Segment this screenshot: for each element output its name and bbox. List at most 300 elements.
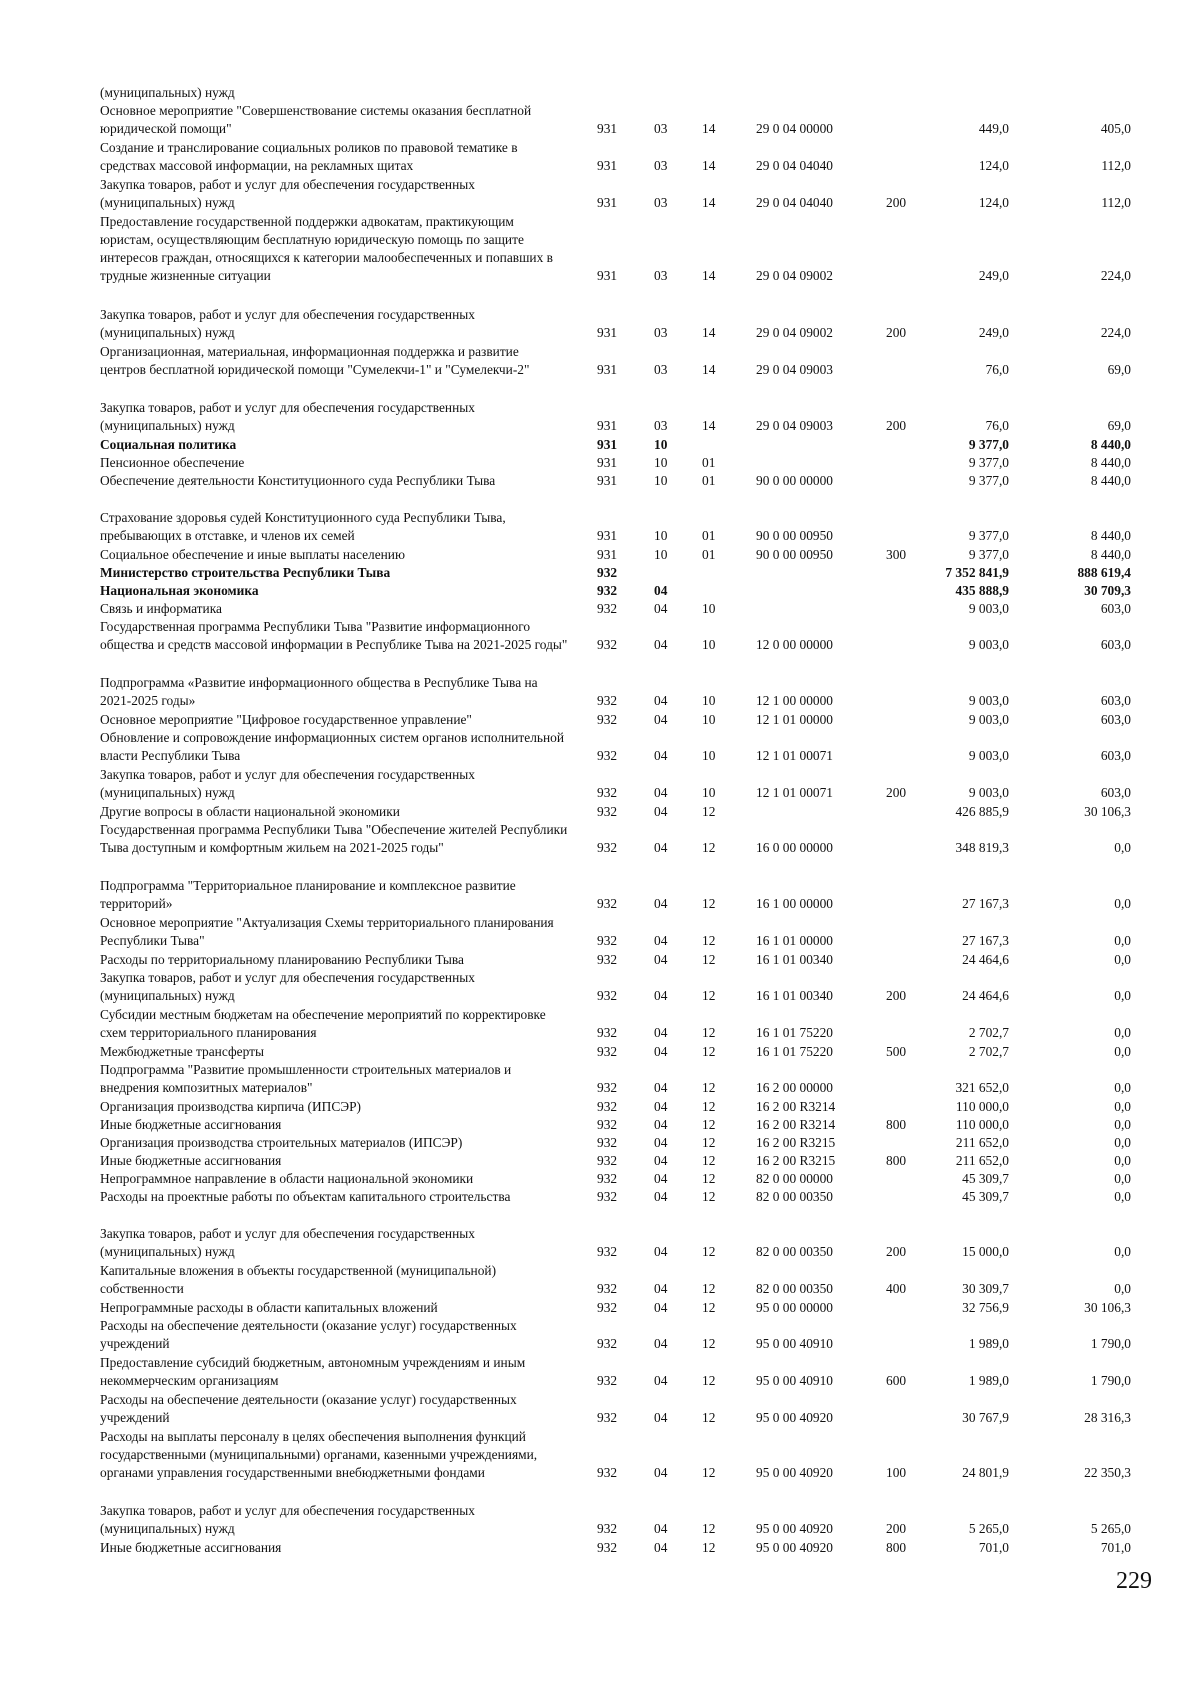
target-article-code: 90 0 00 00000 (756, 473, 833, 488)
amount-2022: 1 989,0 (968, 1373, 1009, 1388)
amount-2023: 0,0 (1114, 988, 1131, 1003)
subsection-code: 14 (702, 195, 716, 210)
amount-2022: 5 265,0 (968, 1521, 1009, 1536)
target-article-code: 16 1 01 75220 (756, 1025, 833, 1040)
section-code: 10 (654, 455, 668, 470)
section-code: 04 (654, 601, 668, 616)
ministry-code: 932 (597, 1540, 618, 1555)
subsection-code: 12 (702, 1410, 716, 1425)
ministry-code: 932 (597, 1300, 618, 1315)
section-code: 10 (654, 473, 668, 488)
amount-2022: 9 377,0 (968, 473, 1009, 488)
amount-2022: 9 377,0 (968, 547, 1009, 562)
row-name: Закупка товаров, работ и услуг для обеспечения государственных (муниципальных) нужд (100, 1226, 475, 1259)
target-article-code: 16 2 00 R3214 (756, 1099, 836, 1114)
amount-2023: 0,0 (1114, 896, 1131, 911)
amount-2023: 603,0 (1100, 712, 1131, 727)
target-article-code: 95 0 00 40910 (756, 1336, 833, 1351)
row-name: Иные бюджетные ассигнования (100, 1153, 282, 1168)
row-name: Капитальные вложения в объекты государственной (муниципальной) собственности (100, 1263, 497, 1296)
subsection-code: 14 (702, 325, 716, 340)
section-code: 04 (654, 748, 668, 763)
amount-2023: 69,0 (1107, 418, 1131, 433)
section-code: 10 (654, 437, 668, 452)
ministry-code: 932 (597, 933, 618, 948)
subsection-code: 12 (702, 1281, 716, 1296)
target-article-code: 95 0 00 40920 (756, 1540, 833, 1555)
ministry-code: 932 (597, 1080, 618, 1095)
amount-2023: 112,0 (1101, 158, 1131, 173)
subsection-code: 12 (702, 1521, 716, 1536)
row-name: Социальное обеспечение и иные выплаты населению (100, 547, 405, 562)
section-code: 04 (654, 712, 668, 727)
amount-2023: 0,0 (1114, 1135, 1131, 1150)
ministry-code: 932 (597, 785, 618, 800)
amount-2023: 224,0 (1100, 268, 1131, 283)
expense-type-code: 200 (886, 195, 907, 210)
section-code: 10 (654, 528, 668, 543)
section-code: 04 (654, 1025, 668, 1040)
row-name: (муниципальных) нужд (100, 85, 235, 100)
row-name: Расходы на обеспечение деятельности (оказание услуг) государственных учреждений (100, 1318, 517, 1351)
amount-2022: 30 767,9 (962, 1410, 1009, 1425)
subsection-code: 10 (702, 712, 716, 727)
section-code: 04 (654, 1189, 668, 1204)
target-article-code: 12 1 01 00071 (756, 785, 833, 800)
target-article-code: 16 1 00 00000 (756, 896, 833, 911)
amount-2022: 9 003,0 (968, 601, 1009, 616)
amount-2022: 124,0 (978, 195, 1009, 210)
amount-2022: 9 377,0 (968, 455, 1009, 470)
amount-2022: 9 003,0 (968, 785, 1009, 800)
amount-2023: 0,0 (1114, 952, 1131, 967)
ministry-code: 931 (597, 195, 618, 210)
row-name: Государственная программа Республики Тыва "Обеспечение жителей Республики Тыва доступным и комфортным жильем на 2021-2025 годы" (100, 822, 568, 855)
amount-2022: 9 003,0 (968, 748, 1009, 763)
row-name: Непрограммные расходы в области капитальных вложений (100, 1300, 438, 1315)
subsection-code: 14 (702, 418, 716, 433)
subsection-code: 12 (702, 1465, 716, 1480)
amount-2023: 28 316,3 (1084, 1410, 1131, 1425)
ministry-code: 932 (597, 1171, 618, 1186)
amount-2022: 426 885,9 (955, 804, 1009, 819)
section-code: 04 (654, 1171, 668, 1186)
target-article-code: 16 1 01 00340 (756, 988, 833, 1003)
section-code: 04 (654, 1153, 668, 1168)
ministry-code: 932 (597, 1117, 618, 1132)
row-name: Обеспечение деятельности Конституционного суда Республики Тыва (100, 473, 496, 488)
ministry-code: 932 (597, 748, 618, 763)
amount-2023: 603,0 (1100, 693, 1131, 708)
expense-type-code: 800 (886, 1153, 907, 1168)
amount-2023: 8 440,0 (1090, 547, 1131, 562)
amount-2022: 7 352 841,9 (945, 565, 1009, 580)
amount-2022: 45 309,7 (962, 1171, 1009, 1186)
target-article-code: 16 2 00 R3215 (756, 1153, 836, 1168)
ministry-code: 931 (597, 121, 618, 136)
amount-2022: 211 652,0 (955, 1135, 1009, 1150)
subsection-code: 12 (702, 1189, 716, 1204)
amount-2023: 405,0 (1100, 121, 1131, 136)
section-code: 03 (654, 325, 668, 340)
expense-type-code: 400 (886, 1281, 907, 1296)
page-number: 229 (1116, 1568, 1152, 1594)
subsection-code: 12 (702, 896, 716, 911)
amount-2023: 0,0 (1114, 1117, 1131, 1132)
subsection-code: 01 (702, 528, 716, 543)
amount-2023: 30 709,3 (1084, 583, 1131, 598)
section-code: 03 (654, 195, 668, 210)
amount-2023: 0,0 (1114, 840, 1131, 855)
amount-2022: 76,0 (985, 418, 1009, 433)
amount-2022: 32 756,9 (962, 1300, 1009, 1315)
subsection-code: 12 (702, 1025, 716, 1040)
target-article-code: 29 0 04 09002 (756, 268, 833, 283)
ministry-code: 932 (597, 1281, 618, 1296)
amount-2022: 15 000,0 (962, 1244, 1009, 1259)
row-name: Закупка товаров, работ и услуг для обеспечения государственных (муниципальных) нужд (100, 970, 475, 1003)
subsection-code: 10 (702, 637, 716, 652)
amount-2022: 110 000,0 (955, 1099, 1009, 1114)
amount-2023: 0,0 (1114, 1171, 1131, 1186)
section-code: 04 (654, 1300, 668, 1315)
section-code: 10 (654, 547, 668, 562)
target-article-code: 29 0 04 09003 (756, 418, 833, 433)
section-code: 04 (654, 1044, 668, 1059)
amount-2023: 224,0 (1100, 325, 1131, 340)
section-code: 04 (654, 583, 668, 598)
section-code: 03 (654, 158, 668, 173)
section-code: 04 (654, 1099, 668, 1114)
row-name: Расходы по территориальному планированию Республики Тыва (100, 952, 464, 967)
subsection-code: 12 (702, 804, 716, 819)
target-article-code: 95 0 00 40920 (756, 1465, 833, 1480)
amount-2023: 5 265,0 (1090, 1521, 1131, 1536)
subsection-code: 12 (702, 1373, 716, 1388)
amount-2023: 0,0 (1114, 1153, 1131, 1168)
row-name: Закупка товаров, работ и услуг для обеспечения государственных (муниципальных) нужд (100, 1503, 475, 1536)
subsection-code: 12 (702, 933, 716, 948)
target-article-code: 16 1 01 75220 (756, 1044, 833, 1059)
amount-2023: 0,0 (1114, 1189, 1131, 1204)
ministry-code: 932 (597, 712, 618, 727)
row-name: Предоставление субсидий бюджетным, автономным учреждениям и иным некоммерческим организациям (100, 1355, 526, 1388)
row-name: Создание и транслирование социальных роликов по правовой тематике в средствах массовой информации, на рекламных щитах (100, 140, 518, 173)
section-code: 04 (654, 988, 668, 1003)
amount-2023: 603,0 (1100, 748, 1131, 763)
target-article-code: 82 0 00 00350 (756, 1281, 833, 1296)
amount-2023: 0,0 (1114, 1244, 1131, 1259)
subsection-code: 01 (702, 547, 716, 562)
amount-2022: 9 377,0 (968, 437, 1009, 452)
ministry-code: 932 (597, 1044, 618, 1059)
target-article-code: 16 2 00 00000 (756, 1080, 833, 1095)
row-name: Закупка товаров, работ и услуг для обеспечения государственных (муниципальных) нужд (100, 177, 475, 210)
subsection-code: 12 (702, 1300, 716, 1315)
amount-2022: 45 309,7 (962, 1189, 1009, 1204)
ministry-code: 932 (597, 1244, 618, 1259)
subsection-code: 12 (702, 840, 716, 855)
section-code: 04 (654, 1080, 668, 1095)
amount-2022: 435 888,9 (955, 583, 1009, 598)
row-name: Страхование здоровья судей Конституционного суда Республики Тыва, пребывающих в отставке, и членов их семей (100, 510, 506, 543)
amount-2022: 321 652,0 (955, 1080, 1009, 1095)
amount-2022: 348 819,3 (955, 840, 1009, 855)
expense-type-code: 500 (886, 1044, 907, 1059)
target-article-code: 95 0 00 00000 (756, 1300, 833, 1315)
section-code: 04 (654, 1336, 668, 1351)
target-article-code: 82 0 00 00350 (756, 1189, 833, 1204)
ministry-code: 932 (597, 1189, 618, 1204)
subsection-code: 10 (702, 693, 716, 708)
subsection-code: 12 (702, 1080, 716, 1095)
amount-2022: 1 989,0 (968, 1336, 1009, 1351)
ministry-code: 932 (597, 637, 618, 652)
ministry-code: 932 (597, 952, 618, 967)
amount-2022: 24 464,6 (962, 952, 1009, 967)
ministry-code: 932 (597, 1153, 618, 1168)
ministry-code: 931 (597, 528, 618, 543)
row-name: Расходы на выплаты персоналу в целях обеспечения выполнения функций государственными (муниципальными) органами, казенными учреждениями, органами управления государственными внебюджетными фондами (100, 1429, 538, 1480)
amount-2022: 2 702,7 (968, 1044, 1009, 1059)
ministry-code: 932 (597, 693, 618, 708)
amount-2022: 24 464,6 (962, 988, 1009, 1003)
target-article-code: 95 0 00 40920 (756, 1410, 833, 1425)
expense-type-code: 200 (886, 1244, 907, 1259)
amount-2023: 701,0 (1100, 1540, 1131, 1555)
ministry-code: 931 (597, 362, 618, 377)
row-name: Расходы на проектные работы по объектам капитального строительства (100, 1189, 511, 1204)
amount-2022: 249,0 (978, 268, 1009, 283)
amount-2023: 8 440,0 (1090, 455, 1131, 470)
row-name: Основное мероприятие "Цифровое государственное управление" (100, 712, 472, 727)
section-code: 04 (654, 1410, 668, 1425)
amount-2022: 24 801,9 (962, 1465, 1009, 1480)
row-name: Государственная программа Республики Тыва "Развитие информационного общества и средств массовой информации в Республике Тыва на 2021-2025 годы" (100, 619, 568, 652)
section-code: 04 (654, 1135, 668, 1150)
ministry-code: 932 (597, 1521, 618, 1536)
target-article-code: 95 0 00 40920 (756, 1521, 833, 1536)
ministry-code: 931 (597, 473, 618, 488)
row-name: Закупка товаров, работ и услуг для обеспечения государственных (муниципальных) нужд (100, 767, 475, 800)
subsection-code: 14 (702, 362, 716, 377)
target-article-code: 90 0 00 00950 (756, 547, 833, 562)
row-name: Подпрограмма "Территориальное планирование и комплексное развитие территорий» (100, 878, 516, 911)
expense-type-code: 800 (886, 1117, 907, 1132)
subsection-code: 12 (702, 988, 716, 1003)
target-article-code: 12 1 01 00071 (756, 748, 833, 763)
target-article-code: 82 0 00 00350 (756, 1244, 833, 1259)
subsection-code: 10 (702, 748, 716, 763)
ministry-code: 931 (597, 325, 618, 340)
section-code: 03 (654, 418, 668, 433)
subsection-code: 10 (702, 601, 716, 616)
ministry-code: 931 (597, 437, 618, 452)
row-name: Связь и информатика (100, 601, 222, 616)
target-article-code: 95 0 00 40910 (756, 1373, 833, 1388)
amount-2023: 22 350,3 (1084, 1465, 1131, 1480)
amount-2023: 1 790,0 (1090, 1373, 1131, 1388)
ministry-code: 932 (597, 601, 618, 616)
expense-type-code: 100 (886, 1465, 907, 1480)
row-name: Межбюджетные трансферты (100, 1044, 264, 1059)
amount-2022: 449,0 (978, 121, 1009, 136)
section-code: 04 (654, 804, 668, 819)
ministry-code: 932 (597, 1465, 618, 1480)
ministry-code: 932 (597, 988, 618, 1003)
subsection-code: 14 (702, 121, 716, 136)
subsection-code: 12 (702, 1099, 716, 1114)
target-article-code: 82 0 00 00000 (756, 1171, 833, 1186)
row-name: Закупка товаров, работ и услуг для обеспечения государственных (муниципальных) нужд (100, 307, 475, 340)
amount-2022: 9 003,0 (968, 712, 1009, 727)
subsection-code: 01 (702, 455, 716, 470)
section-code: 04 (654, 1244, 668, 1259)
amount-2023: 8 440,0 (1090, 437, 1131, 452)
row-name: Основное мероприятие "Актуализация Схемы территориального планирования Республики Тыва" (100, 915, 554, 948)
ministry-code: 932 (597, 1135, 618, 1150)
subsection-code: 12 (702, 1540, 716, 1555)
target-article-code: 29 0 04 09003 (756, 362, 833, 377)
amount-2022: 2 702,7 (968, 1025, 1009, 1040)
amount-2023: 112,0 (1101, 195, 1131, 210)
ministry-code: 931 (597, 158, 618, 173)
ministry-code: 932 (597, 583, 618, 598)
target-article-code: 16 2 00 R3214 (756, 1117, 836, 1132)
expense-type-code: 200 (886, 785, 907, 800)
amount-2022: 9 003,0 (968, 637, 1009, 652)
amount-2023: 1 790,0 (1090, 1336, 1131, 1351)
row-name: Иные бюджетные ассигнования (100, 1117, 282, 1132)
row-name: Предоставление государственной поддержки адвокатам, практикующим юристам, осуществляющим бесплатную юридическую помощь по защите интересов граждан, относящихся к категории малообеспеченных и попавших в трудные жизненные ситуации (100, 214, 553, 283)
amount-2023: 0,0 (1114, 1099, 1131, 1114)
amount-2023: 0,0 (1114, 1080, 1131, 1095)
target-article-code: 12 1 00 00000 (756, 693, 833, 708)
amount-2023: 888 619,4 (1077, 565, 1131, 580)
section-code: 04 (654, 1373, 668, 1388)
expense-type-code: 200 (886, 988, 907, 1003)
amount-2023: 0,0 (1114, 1044, 1131, 1059)
amount-2023: 0,0 (1114, 1281, 1131, 1296)
amount-2023: 603,0 (1100, 601, 1131, 616)
expense-type-code: 200 (886, 1521, 907, 1536)
subsection-code: 12 (702, 1244, 716, 1259)
ministry-code: 932 (597, 840, 618, 855)
subsection-code: 12 (702, 952, 716, 967)
amount-2023: 69,0 (1107, 362, 1131, 377)
target-article-code: 29 0 04 00000 (756, 121, 833, 136)
row-name: Иные бюджетные ассигнования (100, 1540, 282, 1555)
row-name: Организационная, материальная, информационная поддержка и развитие центров бесплатной юридической помощи "Сумелекчи-1" и "Сумелекчи-2" (100, 344, 530, 377)
subsection-code: 12 (702, 1336, 716, 1351)
section-code: 04 (654, 1521, 668, 1536)
row-name: Организация производства кирпича (ИПСЭР) (100, 1099, 362, 1114)
target-article-code: 29 0 04 09002 (756, 325, 833, 340)
row-name: Обновление и сопровождение информационных систем органов исполнительной власти Республики Тыва (100, 730, 565, 763)
section-code: 04 (654, 840, 668, 855)
target-article-code: 90 0 00 00950 (756, 528, 833, 543)
section-code: 04 (654, 1540, 668, 1555)
ministry-code: 931 (597, 455, 618, 470)
amount-2023: 8 440,0 (1090, 473, 1131, 488)
target-article-code: 12 1 01 00000 (756, 712, 833, 727)
amount-2022: 110 000,0 (955, 1117, 1009, 1132)
amount-2022: 124,0 (978, 158, 1009, 173)
subsection-code: 12 (702, 1171, 716, 1186)
target-article-code: 12 0 00 00000 (756, 637, 833, 652)
row-name: Основное мероприятие "Совершенствование системы оказания бесплатной юридической помощи" (100, 103, 532, 136)
subsection-code: 14 (702, 268, 716, 283)
target-article-code: 16 2 00 R3215 (756, 1135, 836, 1150)
amount-2023: 30 106,3 (1084, 804, 1131, 819)
row-name: Национальная экономика (100, 583, 259, 598)
target-article-code: 29 0 04 04040 (756, 195, 833, 210)
section-code: 04 (654, 1465, 668, 1480)
expense-type-code: 300 (886, 547, 907, 562)
ministry-code: 932 (597, 1410, 618, 1425)
ministry-code: 931 (597, 547, 618, 562)
expense-type-code: 200 (886, 325, 907, 340)
amount-2023: 0,0 (1114, 1025, 1131, 1040)
section-code: 03 (654, 121, 668, 136)
section-code: 04 (654, 1117, 668, 1132)
subsection-code: 12 (702, 1153, 716, 1168)
section-code: 03 (654, 268, 668, 283)
amount-2022: 27 167,3 (962, 933, 1009, 948)
section-code: 04 (654, 952, 668, 967)
section-code: 04 (654, 785, 668, 800)
row-name: Другие вопросы в области национальной экономики (100, 804, 400, 819)
amount-2022: 701,0 (978, 1540, 1009, 1555)
target-article-code: 16 1 01 00000 (756, 933, 833, 948)
row-name: Социальная политика (100, 437, 237, 452)
amount-2022: 9 377,0 (968, 528, 1009, 543)
ministry-code: 931 (597, 268, 618, 283)
section-code: 04 (654, 896, 668, 911)
amount-2023: 603,0 (1100, 637, 1131, 652)
target-article-code: 16 0 00 00000 (756, 840, 833, 855)
target-article-code: 29 0 04 04040 (756, 158, 833, 173)
section-code: 04 (654, 1281, 668, 1296)
amount-2023: 603,0 (1100, 785, 1131, 800)
row-name: Организация производства строительных материалов (ИПСЭР) (100, 1135, 463, 1150)
target-article-code: 16 1 01 00340 (756, 952, 833, 967)
section-code: 03 (654, 362, 668, 377)
subsection-code: 12 (702, 1044, 716, 1059)
row-name: Пенсионное обеспечение (100, 455, 245, 470)
amount-2022: 30 309,7 (962, 1281, 1009, 1296)
amount-2022: 9 003,0 (968, 693, 1009, 708)
amount-2023: 0,0 (1114, 933, 1131, 948)
amount-2022: 27 167,3 (962, 896, 1009, 911)
expense-type-code: 600 (886, 1373, 907, 1388)
ministry-code: 932 (597, 896, 618, 911)
row-name: Расходы на обеспечение деятельности (оказание услуг) государственных учреждений (100, 1392, 517, 1425)
ministry-code: 932 (597, 1025, 618, 1040)
amount-2022: 211 652,0 (955, 1153, 1009, 1168)
ministry-code: 932 (597, 565, 618, 580)
row-name: Субсидии местным бюджетам на обеспечение мероприятий по корректировке схем территориального планирования (100, 1007, 546, 1040)
section-code: 04 (654, 933, 668, 948)
subsection-code: 14 (702, 158, 716, 173)
subsection-code: 12 (702, 1135, 716, 1150)
row-name: Непрограммное направление в области национальной экономики (100, 1171, 474, 1186)
expense-type-code: 800 (886, 1540, 907, 1555)
amount-2023: 8 440,0 (1090, 528, 1131, 543)
section-code: 04 (654, 637, 668, 652)
ministry-code: 931 (597, 418, 618, 433)
amount-2023: 30 106,3 (1084, 1300, 1131, 1315)
